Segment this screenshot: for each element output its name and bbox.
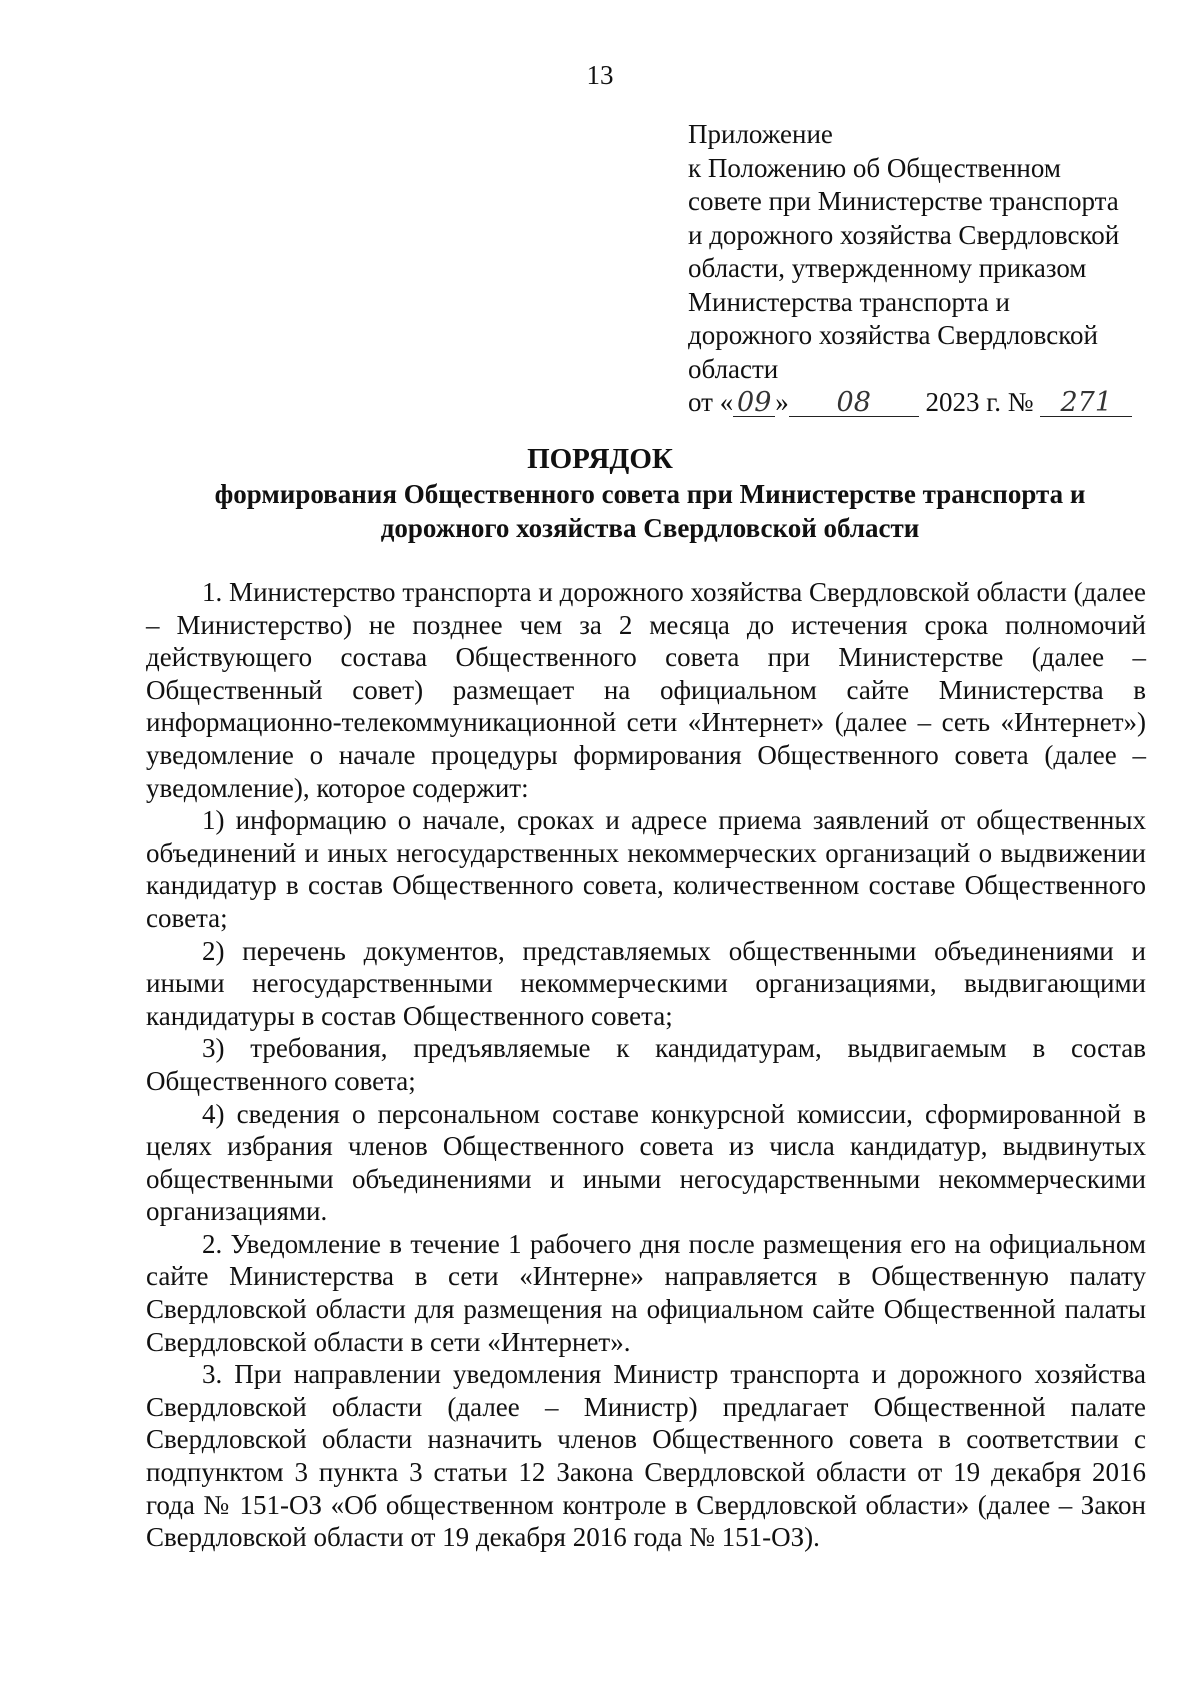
appendix-line: области xyxy=(688,353,779,384)
paragraph-item-1: 1) информацию о начале, сроках и адресе приема заявлений от общественных объединений и иных негосударственных некоммерческих организаций о выдвижении кандидатур в состав Общественного совета, количественном составе Общественного совета; xyxy=(146,805,1146,933)
appendix-line: к Положению об Общественном xyxy=(688,152,1061,183)
appendix-line: Приложение xyxy=(688,119,833,149)
paragraph-1: 1. Министерство транспорта и дорожного хозяйства Свердловской области (далее – Министерство) не позднее чем за 2 месяца до истечения срока полномочий действующего состава Общественного совета при Министерстве (далее – Общественный совет) размещает на официальном сайте Министерства в информационно-телекоммуникационной сети «Интернет» (далее – сеть «Интернет») уведомление о начале процедуры формирования Общественного совета (далее – уведомление), которое содержит: xyxy=(146,577,1146,803)
paragraph-item-3: 3) требования, предъявляемые к кандидатурам, выдвигаемым в состав Общественного совета; xyxy=(146,1033,1146,1096)
document-title: ПОРЯДОК xyxy=(527,443,673,475)
paragraph-2: 2. Уведомление в течение 1 рабочего дня после размещения его на официальном сайте Министерства в сети «Интерне» направляется в Общественную палату Свердловской области для размещения на официальном сайте Общественной палаты Свердловской области в сети «Интернет». xyxy=(146,1228,1146,1357)
appendix-block xyxy=(688,118,1158,420)
handwritten-month: 08 xyxy=(789,390,919,417)
paragraph-item-4: 4) сведения о персональном составе конкурсной комиссии, сформированной в целях избрания членов Общественного совета из числа кандидатур, выдвинутых общественными объединениями и иными негосударственными некоммерческими организациями. xyxy=(146,1098,1146,1227)
appendix-line: дорожного хозяйства Свердловской xyxy=(688,320,1098,350)
paragraph-3: 3. При направлении уведомления Министр транспорта и дорожного хозяйства Свердловской области (далее – Министр) предлагает Общественной палате Свердловской области назначить членов Общественного совета в соответствии с подпунктом 3 пункта 3 статьи 12 Закона Свердловской области от 19 декабря 2016 года № 151-ОЗ «Об общественном контроле в Свердловской области» (далее – Закон Свердловской области от 19 декабря 2016 года № 151-ОЗ). xyxy=(146,1359,1146,1553)
paragraph-item-2: 2) перечень документов, представляемых общественными объединениями и иными негосударственными некоммерческими организациями, выдвигающими кандидатуры в состав Общественного совета; xyxy=(146,935,1146,1031)
handwritten-order-number: 271 xyxy=(1040,390,1132,417)
date-prefix: от « xyxy=(688,387,734,417)
appendix-line: области, утвержденному приказом xyxy=(688,253,1087,283)
date-year: 2023 г. № xyxy=(925,387,1034,417)
page-number: 13 xyxy=(586,60,614,90)
document-subtitle: формирования Общественного совета при Министерстве транспорта и дорожного хозяйства Свердловской области xyxy=(214,479,1086,543)
appendix-line: и дорожного хозяйства Свердловской xyxy=(688,219,1120,250)
document-body xyxy=(146,576,1146,1554)
date-day-close: » xyxy=(775,387,789,417)
handwritten-day: 09 xyxy=(733,390,775,417)
appendix-line: Министерства транспорта и xyxy=(688,286,1010,317)
order-date-line xyxy=(688,386,1158,420)
appendix-line: совете при Министерстве транспорта xyxy=(688,186,1119,216)
